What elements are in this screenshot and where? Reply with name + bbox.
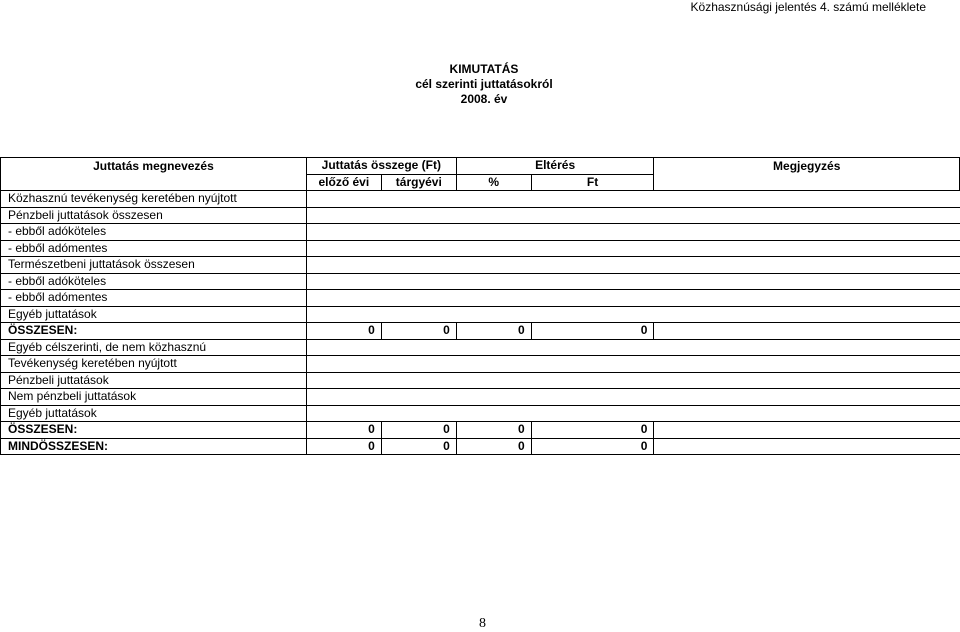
document-title <box>0 62 960 107</box>
col-header-name-cont <box>1 174 307 191</box>
empty-cells <box>306 405 959 422</box>
title-line-3: 2008. év <box>460 92 508 106</box>
table-row <box>1 240 960 257</box>
col-header-note: Megjegyzés <box>654 158 960 175</box>
value-prev-year: 0 <box>306 323 381 340</box>
table-row <box>1 438 960 455</box>
table-row <box>1 191 960 208</box>
table-row <box>1 207 960 224</box>
empty-cells <box>306 306 959 323</box>
row-label: Egyéb juttatások <box>1 405 307 422</box>
table-row <box>1 257 960 274</box>
col-header-ft: Ft <box>531 174 654 191</box>
value-ft: 0 <box>531 422 654 439</box>
value-current-year: 0 <box>381 438 456 455</box>
benefits-table <box>0 157 960 455</box>
col-header-prev-year: előző évi <box>306 174 381 191</box>
row-label: Közhasznú tevékenység keretében nyújtott <box>1 191 307 208</box>
note-cell <box>654 438 960 455</box>
empty-cells <box>306 273 959 290</box>
table-row <box>1 339 960 356</box>
row-label: ÖSSZESEN: <box>1 422 307 439</box>
table-row <box>1 422 960 439</box>
value-prev-year: 0 <box>306 438 381 455</box>
col-header-amount: Juttatás összege (Ft) <box>306 158 456 175</box>
table-row <box>1 323 960 340</box>
row-label: Egyéb célszerinti, de nem közhasznú <box>1 339 307 356</box>
note-cell <box>654 323 960 340</box>
row-label: Pénzbeli juttatások összesen <box>1 207 307 224</box>
table-row <box>1 224 960 241</box>
table-row <box>1 405 960 422</box>
value-ft: 0 <box>531 323 654 340</box>
empty-cells <box>306 389 959 406</box>
col-header-percent: % <box>456 174 531 191</box>
table-row <box>1 306 960 323</box>
col-header-name: Juttatás megnevezés <box>1 158 307 175</box>
value-ft: 0 <box>531 438 654 455</box>
table-row <box>1 389 960 406</box>
table-row <box>1 356 960 373</box>
value-prev-year: 0 <box>306 422 381 439</box>
empty-cells <box>306 356 959 373</box>
table-row <box>1 273 960 290</box>
header-note: Közhasznúsági jelentés 4. számú melléklete <box>690 0 926 14</box>
header-row-2 <box>1 174 960 191</box>
row-label: Tevékenység keretében nyújtott <box>1 356 307 373</box>
row-label: Nem pénzbeli juttatások <box>1 389 307 406</box>
title-line-2: cél szerinti juttatásokról <box>415 77 553 91</box>
empty-cells <box>306 290 959 307</box>
empty-cells <box>306 372 959 389</box>
empty-cells <box>306 207 959 224</box>
title-line-1: KIMUTATÁS <box>449 62 519 76</box>
value-current-year: 0 <box>381 323 456 340</box>
row-label: MINDÖSSZESEN: <box>1 438 307 455</box>
row-label: - ebből adóköteles <box>1 273 307 290</box>
empty-cells <box>306 339 959 356</box>
note-cell <box>654 422 960 439</box>
empty-cells <box>306 191 959 208</box>
col-header-note-cont <box>654 174 960 191</box>
empty-cells <box>306 257 959 274</box>
value-percent: 0 <box>456 323 531 340</box>
value-percent: 0 <box>456 438 531 455</box>
empty-cells <box>306 240 959 257</box>
row-label: ÖSSZESEN: <box>1 323 307 340</box>
row-label: - ebből adóköteles <box>1 224 307 241</box>
row-label: Egyéb juttatások <box>1 306 307 323</box>
col-header-current-year: tárgyévi <box>381 174 456 191</box>
table-row <box>1 290 960 307</box>
header-row-1 <box>1 158 960 175</box>
row-label: Pénzbeli juttatások <box>1 372 307 389</box>
value-percent: 0 <box>456 422 531 439</box>
row-label: - ebből adómentes <box>1 240 307 257</box>
page-number: 8 <box>479 616 486 631</box>
row-label: Természetbeni juttatások összesen <box>1 257 307 274</box>
table-row <box>1 372 960 389</box>
row-label: - ebből adómentes <box>1 290 307 307</box>
col-header-difference: Eltérés <box>456 158 654 175</box>
empty-cells <box>306 224 959 241</box>
value-current-year: 0 <box>381 422 456 439</box>
